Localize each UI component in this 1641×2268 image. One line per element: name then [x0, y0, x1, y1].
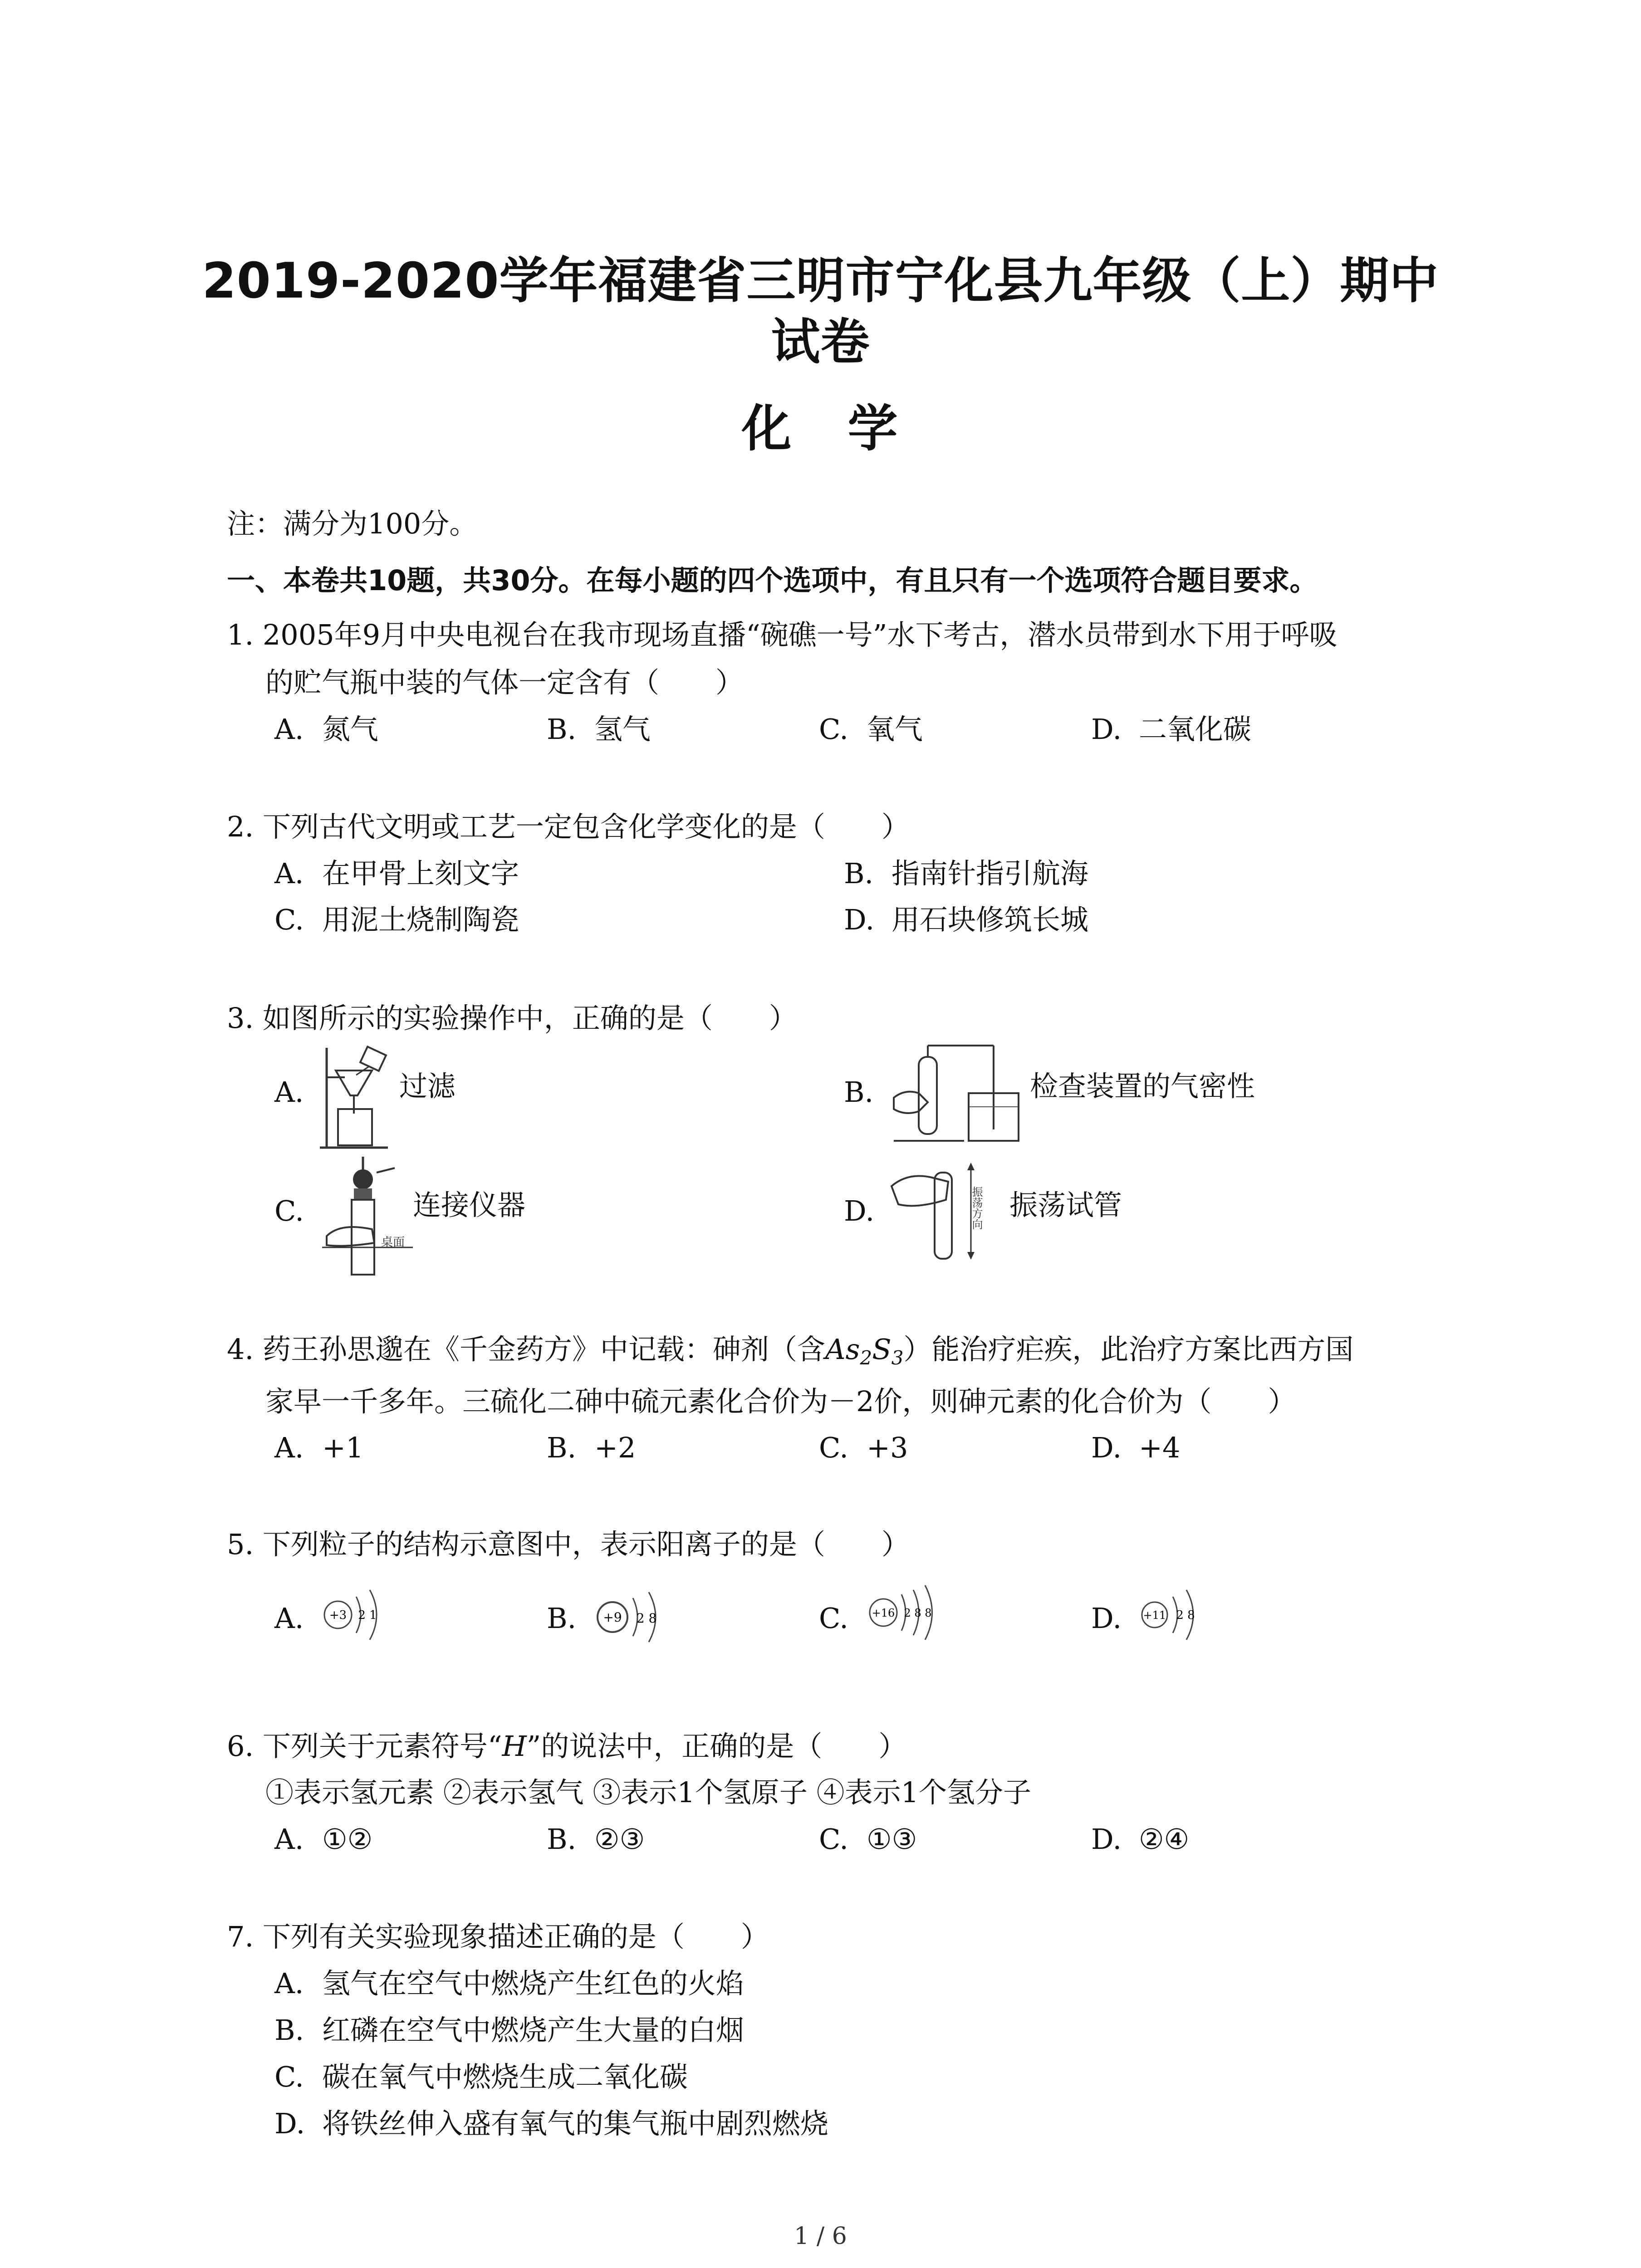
question-3-option-b-text: 检查装置的气密性 [1030, 1070, 1255, 1103]
airtightness-figure [892, 1043, 1028, 1145]
question-7-option-b: B. 红磷在空气中燃烧产生大量的白烟 [274, 2014, 745, 2047]
shake-tube-figure [889, 1159, 989, 1263]
question-4-stem-line2: 家早一千多年。三硫化二砷中硫元素化合价为－2价，则砷元素的化合价为（ ） [265, 1385, 1296, 1418]
figure-desk-label: 桌面 [381, 1236, 405, 1249]
question-7-option-c: C. 碳在氧气中燃烧生成二氧化碳 [274, 2060, 688, 2093]
question-3-option-c-text: 连接仪器 [413, 1188, 526, 1222]
question-4-option-a: A. +1 [274, 1431, 364, 1464]
element-symbol: H [502, 1730, 527, 1763]
atom-diagram-c [864, 1583, 960, 1644]
question-4-option-b: B. +2 [547, 1431, 636, 1464]
nucleus-c: +16 [872, 1607, 895, 1619]
shells-d: 2 8 [1176, 1608, 1195, 1622]
question-2-option-d: D. 用石块修筑长城 [844, 903, 1089, 936]
atom-diagram-d [1136, 1585, 1214, 1644]
filtration-figure [318, 1046, 390, 1150]
question-1-stem-line2: 的贮气瓶中装的气体一定含有（ ） [265, 666, 744, 699]
question-4-stem-line1: 4. 药王孙思邈在《千金药方》中记载：砷剂（含$As_2S_3$）能治疗疟疾，此治疗方案比西方国 [227, 1333, 1354, 1369]
exam-title-line1: 2019-2020学年福建省三明市宁化县九年级（上）期中 [202, 253, 1439, 309]
question-3-option-b-label: B. [844, 1075, 874, 1109]
question-3-option-a-text: 过滤 [399, 1070, 456, 1103]
question-5-option-a-label: A. [274, 1602, 304, 1635]
question-2-option-c: C. 用泥土烧制陶瓷 [274, 903, 519, 936]
figure-shake-direction-label: 振荡方向 [970, 1186, 983, 1230]
question-2-option-b: B. 指南针指引航海 [844, 857, 1089, 890]
question-3-option-a-label: A. [274, 1075, 304, 1109]
question-3-option-d-label: D. [844, 1194, 875, 1227]
shells-b: 2 8 [636, 1611, 657, 1626]
question-5-option-c-label: C. [819, 1602, 848, 1635]
nucleus-d: +11 [1143, 1609, 1166, 1622]
question-6-option-c: C. ①③ [819, 1823, 917, 1856]
score-note: 注：满分为100分。 [227, 507, 478, 540]
question-3-stem: 3. 如图所示的实验操作中，正确的是（ ） [227, 1002, 797, 1035]
question-7-option-d: D. 将铁丝伸入盛有氧气的集气瓶中剧烈燃烧 [274, 2107, 829, 2140]
question-2-stem: 2. 下列古代文明或工艺一定包含化学变化的是（ ） [227, 810, 910, 843]
section-heading: 一、本卷共10题，共30分。在每小题的四个选项中，有且只有一个选项符合题目要求。 [227, 564, 1318, 597]
nucleus-b: +9 [603, 1610, 622, 1625]
question-6-option-a: A. ①② [274, 1823, 373, 1856]
question-7-stem: 7. 下列有关实验现象描述正确的是（ ） [227, 1920, 769, 1953]
formula: $As_2S_3$ [825, 1333, 904, 1369]
question-2-option-a: A. 在甲骨上刻文字 [274, 857, 519, 890]
subject-char-1: 化 [741, 400, 794, 458]
question-1-option-b: B. 氢气 [547, 713, 651, 746]
question-3-option-c-label: C. [274, 1194, 304, 1227]
question-1-stem-line1: 1. 2005年9月中央电视台在我市现场直播“碗礁一号”水下考古，潜水员带到水下用于呼吸 [227, 618, 1337, 651]
question-6-option-d: D. ②④ [1091, 1823, 1190, 1856]
question-6-stem-line1: 6. 下列关于元素符号“H”的说法中，正确的是（ ） [227, 1730, 907, 1763]
question-1-option-a: A. 氮气 [274, 713, 379, 746]
question-5-option-b-label: B. [547, 1602, 577, 1635]
question-4-option-d: D. +4 [1091, 1431, 1181, 1464]
question-6-option-b: B. ②③ [547, 1823, 645, 1856]
question-5-stem: 5. 下列粒子的结构示意图中，表示阳离子的是（ ） [227, 1528, 910, 1561]
shells-a: 2 1 [358, 1608, 377, 1622]
connect-apparatus-figure [322, 1154, 413, 1277]
question-1-option-d: D. 二氧化碳 [1091, 713, 1252, 746]
exam-title-line2: 试卷 [771, 314, 870, 371]
question-1-option-c: C. 氧气 [819, 713, 923, 746]
nucleus-a: +3 [329, 1608, 347, 1622]
question-4-option-c: C. +3 [819, 1431, 908, 1464]
question-7-option-a: A. 氢气在空气中燃烧产生红色的火焰 [274, 1967, 745, 2000]
atom-diagram-a [320, 1585, 397, 1644]
question-3-option-d-text: 振荡试管 [1009, 1188, 1122, 1222]
shells-c: 2 8 8 [904, 1607, 932, 1619]
question-6-stem-line2: ①表示氢元素 ②表示氢气 ③表示1个氢原子 ④表示1个氢分子 [265, 1776, 1032, 1809]
atom-diagram-b [592, 1585, 678, 1644]
question-5-option-d-label: D. [1091, 1602, 1122, 1635]
subject-char-2: 学 [847, 400, 900, 458]
page-number: 1 / 6 [794, 2223, 847, 2250]
subject-heading [0, 399, 1641, 458]
